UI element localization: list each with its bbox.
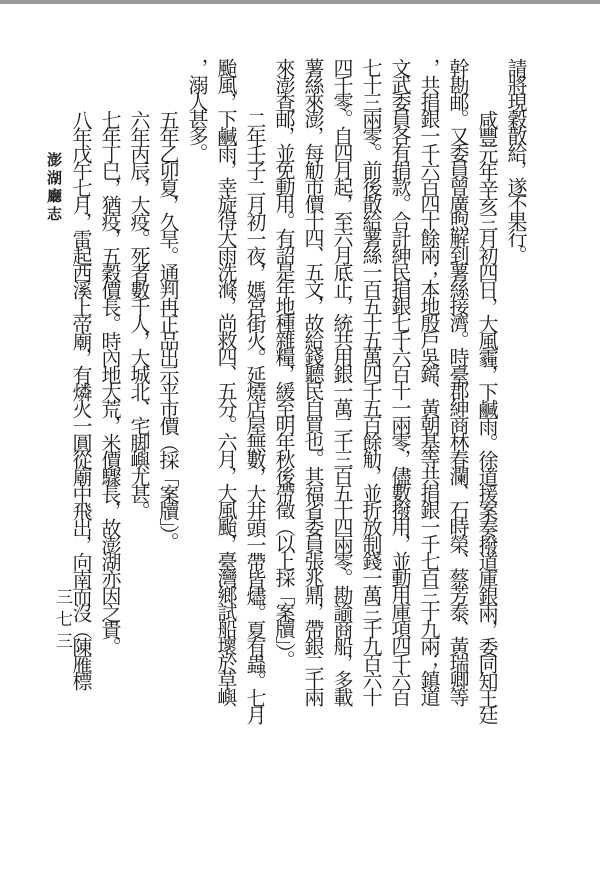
text-column: 七年丁巳，猶疫，五穀價長。時內地大荒，米價驟長，故澎湖亦因之貴。	[98, 110, 122, 654]
text-block	[66, 58, 530, 803]
text-column: ，共捐銀一千六百四十餘兩；本地殷戶吳鏛、黃朝基等共捐銀一千七百三十九兩；鎮道	[417, 58, 441, 704]
text-column: 四千零。自四月起，至六月底止，統共用銀一萬二千三百五十四兩零。勘諭商船，多載	[330, 58, 354, 704]
text-column: 六年丙辰，大疫。死者數千人，大城北、宅脚嶼尤甚。	[127, 110, 151, 518]
text-column: 幹勘邮。又委員曾廣煦解到薯絲接濟。時臺郡紳商林春瀾、石時榮、蔡芳泰、黃瑞卿等	[446, 58, 470, 704]
text-column: 颱風，下鹹雨，幸旋得大雨洗滌，尚救四、五分。六月，大風颱，臺灣鄉試船壞於草嶼	[214, 58, 238, 704]
text-column: 八年戊午七月，雷起西溪上帝廟，有燐火一圓從廟中飛出，向南而沒（陳雁標	[69, 110, 93, 688]
text-column: 咸豐元年辛亥三月初四日，大風霾，下鹹雨。徐道援案奏撥道庫銀兩，委同知王廷	[475, 110, 499, 722]
folio-page-number: 三七三	[52, 588, 72, 654]
text-column: 來澎查邮，並免動用。有詔是年地種雜糧，緩至明年秋後帶徵（以上採「案牘」）。	[272, 58, 296, 667]
text-column: ，溺人甚多。	[185, 58, 209, 160]
text-column: 請將現穀散給，遂不果行。	[504, 58, 528, 262]
text-column: 薯絲來澎，每觔市價十四、五文，故給錢聽民自買也。其福省委員張兆鼎，帶銀二千兩	[301, 58, 325, 704]
text-column: 文武委員各有捐款。合計紳民捐銀七千六百十一兩零，儘數撥用，並動用庫項四千六百	[388, 58, 412, 704]
margin-book-title: 澎湖廳志	[45, 152, 63, 224]
text-column: 二年壬子二月初一夜，媽宮街火。延燒店屋無數，大井頭一帶皆燼。夏有蟲。七月	[243, 110, 267, 722]
text-column: 七十三兩零。前後散給薯絲一百五十五萬四千五百餘觔，並折放制錢一萬三千九百六十	[359, 58, 383, 704]
scan-edge-bar	[0, 0, 600, 4]
text-column: 五年乙卯夏，久旱。通判冉正品出示平市價（採「案牘」）。	[156, 110, 180, 549]
